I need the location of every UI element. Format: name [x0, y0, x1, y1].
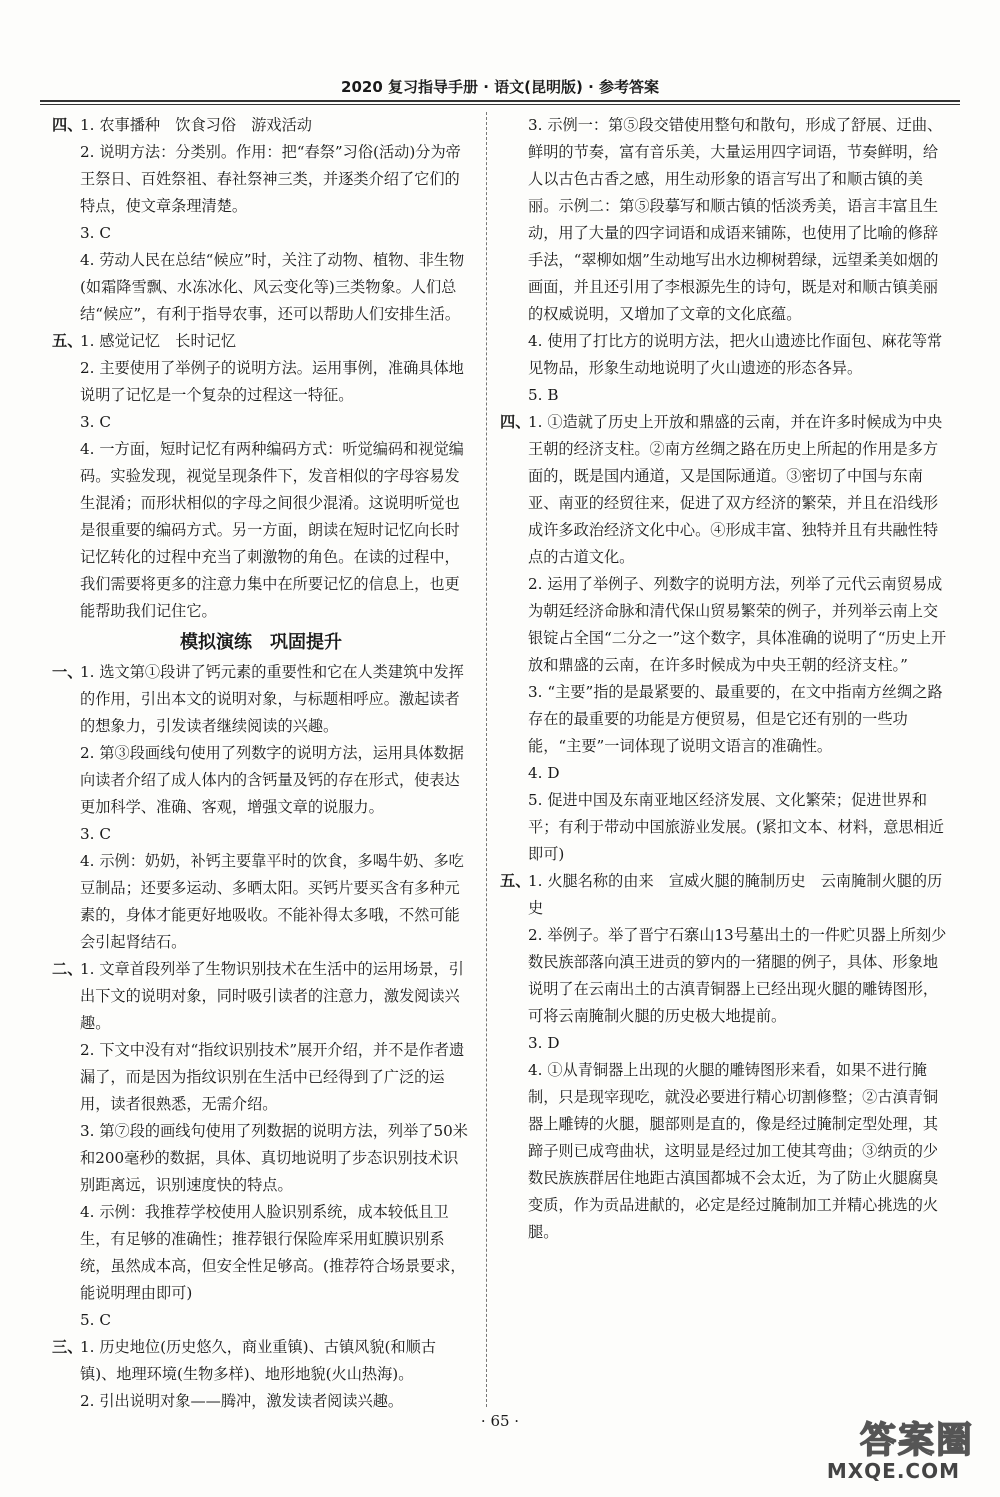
answer-item — [52, 139, 470, 220]
header-rule — [40, 100, 960, 105]
answer-item — [52, 1388, 470, 1415]
question-group-marker: 五、 — [52, 332, 83, 350]
answer-text: 4. 使用了打比方的说明方法，把火山遗迹比作面包、麻花等常见物品，形象生动地说明了火山遗迹的形态各异。 — [528, 332, 943, 377]
answer-item — [500, 868, 948, 922]
answer-item — [52, 1199, 470, 1307]
answer-item — [52, 247, 470, 328]
answer-item — [500, 409, 948, 571]
answer-item — [500, 328, 948, 382]
answer-text: 3. 示例一：第⑤段交错使用整句和散句，形成了舒展、迂曲、鲜明的节奏，富有音乐美，大量运用四字词语，节奏鲜明，给人以古色古香之感，用生动形象的语言写出了和顺古镇的美丽。示例二：第⑤段摹写和顺古镇的恬淡秀美，语言丰富且生动，用了大量的四字词语和成语来铺陈，也使用了比喻的修辞手法，“翠柳如烟”生动地写出水边柳树碧绿，远望柔美如烟的画面，并且还引用了李根源先生的诗句，既是对和顺古镇美丽的权威说明，又增加了文章的文化底蕴。 — [528, 116, 943, 323]
answer-text: 3. C — [80, 413, 111, 431]
answer-item — [52, 220, 470, 247]
page-header — [40, 76, 960, 97]
answer-text: 1. 选文第①段讲了钙元素的重要性和它在人类建筑中发挥的作用，引出本文的说明对象，与标题相呼应。激起读者的想象力，引发读者继续阅读的兴趣。 — [80, 663, 464, 735]
answer-item — [52, 328, 470, 355]
answer-item — [52, 1037, 470, 1118]
answer-item — [500, 382, 948, 409]
left-column — [52, 112, 470, 1415]
answer-text: 4. 示例：我推荐学校使用人脸识别系统，成本较低且卫生，有足够的准确性；推荐银行保险库采用虹膜识别系统，虽然成本高，但安全性足够高。(推荐符合场景要求，能说明理由即可) — [80, 1203, 466, 1302]
answer-item — [500, 1057, 948, 1246]
answer-item — [500, 787, 948, 868]
section-title: 模拟演练 巩固提升 — [180, 632, 342, 653]
answer-text: 4. D — [528, 764, 560, 782]
answer-item — [500, 679, 948, 760]
answer-text: 1. 感觉记忆 长时记忆 — [80, 332, 237, 350]
answer-item — [52, 821, 470, 848]
answer-text: 3. “主要”指的是最紧要的、最重要的，在文中指南方丝绸之路存在的最重要的功能是方便贸易，但是它还有别的一些功能，“主要”一词体现了说明文语言的准确性。 — [528, 683, 943, 755]
answer-text: 2. 第③段画线句使用了列数字的说明方法，运用具体数据向读者介绍了成人体内的含钙量及钙的存在形式，使表达更加科学、准确、客观，增强文章的说服力。 — [80, 744, 464, 816]
answer-text: 1. 农事播种 饮食习俗 游戏活动 — [80, 116, 312, 134]
answer-item — [52, 848, 470, 956]
answer-item — [500, 112, 948, 328]
answer-item — [500, 571, 948, 679]
question-group-marker: 四、 — [500, 413, 531, 431]
answer-text: 5. 促进中国及东南亚地区经济发展、文化繁荣；促进世界和平；有利于带动中国旅游业发展。(紧扣文本、材料，意思相近即可) — [528, 791, 944, 863]
answer-text: 2. 引出说明对象——腾冲，激发读者阅读兴趣。 — [80, 1392, 404, 1410]
answer-text: 2. 举例子。举了晋宁石寨山13号墓出土的一件贮贝器上所刻少数民族部落向滇王进贡的箩内的一猪腿的例子，具体、形象地说明了在云南出土的古滇青铜器上已经出现火腿的雕铸图形，可将云南腌制火腿的历史极大地提前。 — [528, 926, 947, 1025]
answer-text: 3. C — [80, 825, 111, 843]
question-group-marker: 二、 — [52, 960, 83, 978]
question-group-marker: 三、 — [52, 1338, 83, 1356]
answer-item — [52, 1118, 470, 1199]
answer-text: 5. C — [80, 1311, 111, 1329]
answer-item — [52, 112, 470, 139]
answer-text: 4. 一方面，短时记忆有两种编码方式：听觉编码和视觉编码。实验发现，视觉呈现条件下，发音相似的字母容易发生混淆；而形状相似的字母之间很少混淆。这说明听觉也是很重要的编码方式。另一方面，朗读在短时记忆向长时记忆转化的过程中充当了刺激物的角色。在读的过程中，我们需要将更多的注意力集中在所要记忆的信息上，也更能帮助我们记住它。 — [80, 440, 464, 620]
answer-text: 4. 劳动人民在总结“候应”时，关注了动物、植物、非生物(如霜降雪飘、水冻冰化、风云变化等)三类物象。人们总结“候应”，有利于指导农事，还可以帮助人们安排生活。 — [80, 251, 465, 323]
answer-item — [52, 436, 470, 625]
answer-item — [52, 1307, 470, 1334]
answer-text: 3. 第⑦段的画线句使用了列数据的说明方法，列举了50米和200毫秒的数据，具体、真切地说明了步态识别技术识别距离远，识别速度快的特点。 — [80, 1122, 468, 1194]
question-group-marker: 一、 — [52, 663, 83, 681]
answer-text: 3. C — [80, 224, 111, 242]
answer-text: 1. 火腿名称的由来 宣威火腿的腌制历史 云南腌制火腿的历史 — [528, 872, 943, 917]
answer-item — [500, 922, 948, 1030]
answer-item — [52, 355, 470, 409]
answer-item — [52, 956, 470, 1037]
header-title: 2020 复习指导手册 · 语文(昆明版) · 参考答案 — [341, 78, 659, 96]
answer-text: 2. 主要使用了举例子的说明方法。运用事例，准确具体地说明了记忆是一个复杂的过程这一特征。 — [80, 359, 464, 404]
watermark-url: MXQE.COM — [826, 1459, 960, 1483]
answer-text: 5. B — [528, 386, 559, 404]
watermark-logo-text: 答案圈 — [859, 1420, 974, 1461]
answer-item — [52, 740, 470, 821]
answer-text: 1. 文章首段列举了生物识别技术在生活中的运用场景，引出下文的说明对象，同时吸引读者的注意力，激发阅读兴趣。 — [80, 960, 464, 1032]
answer-text: 2. 说明方法：分类别。作用：把“春祭”习俗(活动)分为帝王祭日、百姓祭祖、春社祭神三类，并逐类介绍了它们的特点，使文章条理清楚。 — [80, 143, 461, 215]
answer-item — [52, 659, 470, 740]
answer-item — [52, 409, 470, 436]
answer-text: 2. 运用了举例子、列数字的说明方法，列举了元代云南贸易成为朝廷经济命脉和清代保山贸易繁荣的例子，并列举云南上交银锭占全国“二分之一”这个数字，具体准确的说明了“历史上开放和鼎盛的云南，在许多时候成为中央王朝的经济支柱。” — [528, 575, 947, 674]
question-group-marker: 四、 — [52, 116, 83, 134]
column-divider — [486, 112, 487, 1407]
answer-item — [500, 760, 948, 787]
answer-text: 1. 历史地位(历史悠久，商业重镇)、古镇风貌(和顺古镇)、地理环境(生物多样)、地形地貌(火山热海)。 — [80, 1338, 437, 1383]
answer-item — [500, 1030, 948, 1057]
answer-text: 1. ①造就了历史上开放和鼎盛的云南，并在许多时候成为中央王朝的经济支柱。②南方丝绸之路在历史上所起的作用是多方面的，既是国内通道，又是国际通道。③密切了中国与东南亚、南亚的经贸往来，促进了双方经济的繁荣，并且在沿线形成许多政治经济文化中心。④形成丰富、独特并且有共融性特点的古道文化。 — [528, 413, 943, 566]
answer-text: 3. D — [528, 1034, 560, 1052]
page-number: · 65 · — [480, 1412, 520, 1430]
right-column — [500, 112, 948, 1246]
answer-text: 4. 示例：奶奶，补钙主要靠平时的饮食，多喝牛奶、多吃豆制品；还要多运动、多晒太阳。买钙片要买含有多种元素的，身体才能更好地吸收。不能补得太多哦，不然可能会引起肾结石。 — [80, 852, 464, 951]
answer-text: 4. ①从青铜器上出现的火腿的雕铸图形来看，如果不进行腌制，只是现宰现吃，就没必要进行精心切割修整；②古滇青铜器上雕铸的火腿，腿部则是直的，像是经过腌制定型处理，其蹄子则已成弯曲状，这明显是经过加工使其弯曲；③纳贡的少数民族族群居住地距古滇国都城不会太近，为了防止火腿腐臭变质，作为贡品进献的，必定是经过腌制加工并精心挑选的火腿。 — [528, 1061, 939, 1241]
answer-text: 2. 下文中没有对“指纹识别技术”展开介绍，并不是作者遗漏了，而是因为指纹识别在生活中已经得到了广泛的运用，读者很熟悉，无需介绍。 — [80, 1041, 465, 1113]
question-group-marker: 五、 — [500, 872, 531, 890]
answer-item — [52, 1334, 470, 1388]
